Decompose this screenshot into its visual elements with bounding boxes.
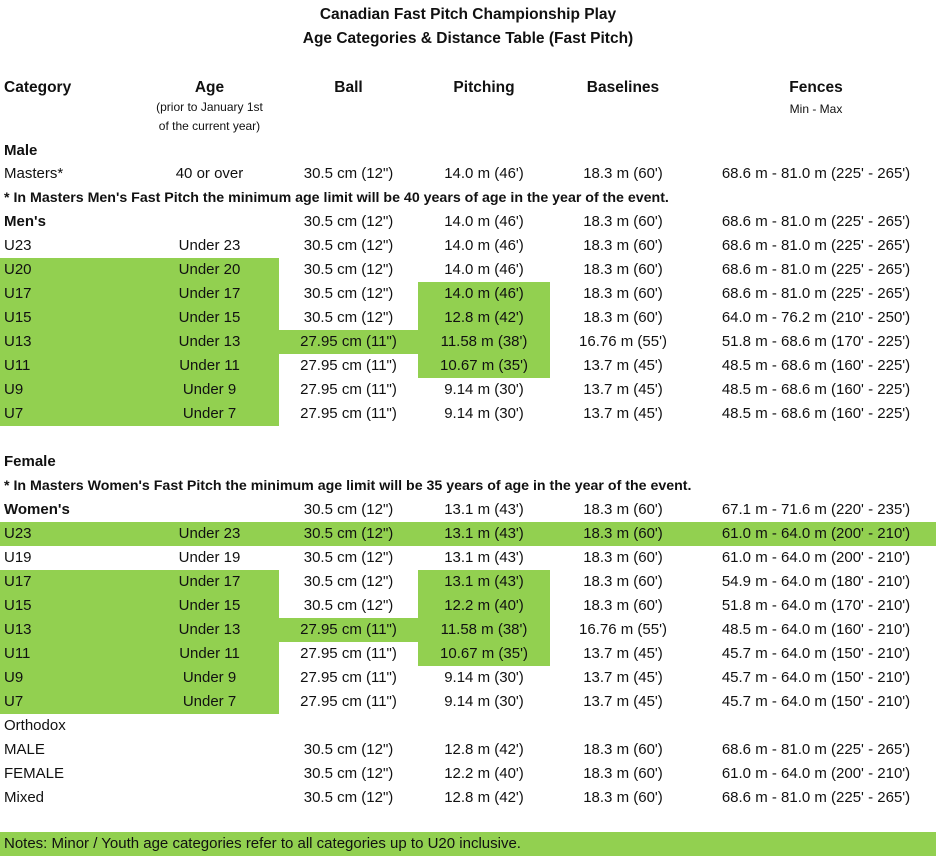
cell-category: U13 (4, 333, 32, 350)
cell-age: Under 17 (178, 285, 241, 302)
cell-category: U20 (4, 261, 32, 278)
cell-age: Under 19 (178, 549, 241, 566)
cell-fences: 68.6 m - 81.0 m (225' - 265') (721, 165, 911, 182)
cell-fences: 48.5 m - 64.0 m (160' - 210') (721, 621, 911, 638)
section-orthodox: Orthodox (4, 717, 66, 734)
cell-age (140, 498, 279, 522)
cell-category: MALE (4, 741, 45, 758)
cell-baselines: 13.7 m (45') (583, 405, 663, 422)
cell-ball: 30.5 cm (12") (303, 525, 394, 542)
table-row (0, 306, 936, 330)
cell-category: Masters* (4, 165, 64, 182)
cell-baselines: 18.3 m (60') (583, 525, 663, 542)
cell-age: Under 23 (178, 525, 241, 542)
cell-ball: 27.95 cm (11") (300, 669, 397, 686)
cell-fences: 45.7 m - 64.0 m (150' - 210') (721, 669, 911, 686)
cell-baselines: 13.7 m (45') (583, 357, 663, 374)
cell-category: U7 (4, 405, 24, 422)
cell-category: U11 (4, 645, 31, 662)
cell-ball: 27.95 cm (11") (300, 645, 397, 662)
cell-baselines: 13.7 m (45') (583, 381, 663, 398)
cell-ball: 27.95 cm (11") (300, 693, 397, 710)
cell-ball: 30.5 cm (12") (303, 501, 394, 518)
cell-pitching: 14.0 m (46') (444, 237, 524, 254)
header-pitching: Pitching (453, 79, 515, 96)
table-row (0, 594, 936, 618)
cell-baselines: 18.3 m (60') (583, 573, 663, 590)
cell-baselines: 16.76 m (55') (579, 333, 667, 350)
table-row (0, 738, 936, 762)
cell-category: U23 (4, 525, 32, 542)
cell-ball: 30.5 cm (12") (303, 789, 394, 806)
cell-ball: 30.5 cm (12") (303, 309, 394, 326)
header-category: Category (4, 79, 72, 96)
cell-fences: 68.6 m - 81.0 m (225' - 265') (721, 789, 911, 806)
cell-ball: 30.5 cm (12") (303, 573, 394, 590)
cell-age: Under 13 (178, 333, 241, 350)
cell-fences: 51.8 m - 64.0 m (170' - 210') (721, 597, 911, 614)
table-row (0, 618, 936, 642)
cell-ball: 30.5 cm (12") (303, 213, 394, 230)
section-male: Male (4, 142, 38, 159)
cell-pitching: 14.0 m (46') (444, 213, 524, 230)
cell-pitching: 10.67 m (35') (440, 357, 528, 374)
table-row (0, 642, 936, 666)
cell-ball: 30.5 cm (12") (303, 765, 394, 782)
cell-ball: 30.5 cm (12") (303, 237, 394, 254)
cell-category: U23 (4, 237, 32, 254)
cell-fences: 61.0 m - 64.0 m (200' - 210') (721, 525, 911, 542)
masters-women-note: * In Masters Women's Fast Pitch the minimum age limit will be 35 years of age in the year of the event. (4, 478, 692, 494)
cell-pitching: 9.14 m (30') (444, 693, 524, 710)
cell-baselines: 18.3 m (60') (583, 549, 663, 566)
cell-age: Under 9 (182, 381, 237, 398)
cell-category: U17 (4, 285, 32, 302)
cell-ball: 27.95 cm (11") (300, 381, 397, 398)
cell-ball: 27.95 cm (11") (300, 621, 397, 638)
cell-pitching: 14.0 m (46') (444, 261, 524, 278)
table-row (0, 378, 936, 402)
cell-category: U9 (4, 669, 24, 686)
table-row (0, 282, 936, 306)
table-row (0, 210, 936, 234)
cell-pitching: 13.1 m (43') (444, 573, 524, 590)
page-title: Canadian Fast Pitch Championship Play (319, 6, 617, 23)
cell-pitching: 12.8 m (42') (444, 789, 524, 806)
cell-pitching: 12.2 m (40') (444, 765, 524, 782)
cell-fences: 54.9 m - 64.0 m (180' - 210') (721, 573, 911, 590)
cell-pitching: 12.8 m (42') (444, 309, 524, 326)
header-age-note-1: (prior to January 1st (156, 100, 263, 114)
cell-fences: 64.0 m - 76.2 m (210' - 250') (721, 309, 911, 326)
cell-fences: 68.6 m - 81.0 m (225' - 265') (721, 237, 911, 254)
cell-pitching: 11.58 m (38') (440, 621, 528, 638)
table-row (0, 498, 936, 522)
header-age: Age (194, 79, 225, 96)
table-row (0, 354, 936, 378)
table-row (0, 234, 936, 258)
cell-fences: 48.5 m - 68.6 m (160' - 225') (721, 405, 911, 422)
header-fences: Fences (789, 79, 843, 96)
cell-pitching: 13.1 m (43') (444, 525, 524, 542)
section-female: Female (4, 453, 56, 470)
cell-fences: 67.1 m - 71.6 m (220' - 235') (721, 501, 911, 518)
cell-age (140, 210, 279, 234)
cell-age: Under 11 (179, 357, 240, 374)
cell-ball: 27.95 cm (11") (300, 333, 397, 350)
cell-baselines: 18.3 m (60') (583, 765, 663, 782)
cell-age: Under 7 (182, 405, 237, 422)
cell-ball: 30.5 cm (12") (303, 549, 394, 566)
cell-baselines: 18.3 m (60') (583, 597, 663, 614)
cell-category: FEMALE (4, 765, 65, 782)
table-row (0, 258, 936, 282)
cell-ball: 27.95 cm (11") (300, 357, 397, 374)
cell-category: U7 (4, 693, 24, 710)
cell-baselines: 13.7 m (45') (583, 645, 663, 662)
cell-baselines: 18.3 m (60') (583, 789, 663, 806)
cell-category: Women's (4, 501, 70, 518)
cell-pitching: 9.14 m (30') (444, 669, 524, 686)
cell-fences: 68.6 m - 81.0 m (225' - 265') (721, 285, 911, 302)
footer-note: Notes: Minor / Youth age categories refer to all categories up to U20 inclusive. (0, 832, 936, 856)
cell-age: Under 23 (178, 237, 241, 254)
cell-pitching: 10.67 m (35') (440, 645, 528, 662)
cell-ball: 27.95 cm (11") (300, 405, 397, 422)
cell-age: Under 13 (178, 621, 241, 638)
cell-category: U11 (4, 357, 31, 374)
cell-age: Under 20 (178, 261, 241, 278)
cell-baselines: 18.3 m (60') (583, 501, 663, 518)
table-row (0, 666, 936, 690)
cell-baselines: 18.3 m (60') (583, 285, 663, 302)
cell-ball: 30.5 cm (12") (303, 261, 394, 278)
cell-category: U15 (4, 597, 32, 614)
cell-age: 40 or over (175, 165, 244, 182)
table-row (0, 690, 936, 714)
cell-baselines: 18.3 m (60') (583, 261, 663, 278)
cell-fences: 61.0 m - 64.0 m (200' - 210') (721, 765, 911, 782)
cell-baselines: 18.3 m (60') (583, 741, 663, 758)
cell-fences: 48.5 m - 68.6 m (160' - 225') (721, 381, 911, 398)
cell-baselines: 18.3 m (60') (583, 165, 663, 182)
cell-category: U17 (4, 573, 32, 590)
header-fences-note: Min - Max (789, 102, 843, 116)
cell-ball: 30.5 cm (12") (303, 165, 394, 182)
cell-age: Under 15 (178, 597, 241, 614)
cell-baselines: 16.76 m (55') (579, 621, 667, 638)
table-row (0, 762, 936, 786)
cell-category: U15 (4, 309, 32, 326)
masters-men-note: * In Masters Men's Fast Pitch the minimum age limit will be 40 years of age in the year of the event. (4, 190, 669, 206)
cell-pitching: 9.14 m (30') (444, 405, 524, 422)
cell-age: Under 7 (182, 693, 237, 710)
cell-pitching: 11.58 m (38') (440, 333, 528, 350)
cell-category: Men's (4, 213, 46, 230)
table-row (0, 570, 936, 594)
cell-pitching: 14.0 m (46') (444, 165, 524, 182)
cell-fences: 68.6 m - 81.0 m (225' - 265') (721, 741, 911, 758)
cell-fences: 68.6 m - 81.0 m (225' - 265') (721, 261, 911, 278)
cell-fences: 45.7 m - 64.0 m (150' - 210') (721, 693, 911, 710)
table-row (0, 162, 936, 186)
header-ball: Ball (334, 79, 363, 96)
cell-pitching: 13.1 m (43') (444, 549, 524, 566)
table-row (0, 330, 936, 354)
cell-fences: 48.5 m - 68.6 m (160' - 225') (721, 357, 911, 374)
cell-category: U13 (4, 621, 32, 638)
cell-pitching: 14.0 m (46') (444, 285, 524, 302)
cell-baselines: 18.3 m (60') (583, 213, 663, 230)
cell-category: U9 (4, 381, 24, 398)
table-row (0, 522, 936, 546)
cell-age: Under 11 (179, 645, 240, 662)
header-age-note-2: of the current year) (158, 119, 261, 133)
cell-ball: 30.5 cm (12") (303, 597, 394, 614)
cell-fences: 68.6 m - 81.0 m (225' - 265') (721, 213, 911, 230)
cell-baselines: 13.7 m (45') (583, 669, 663, 686)
cell-baselines: 18.3 m (60') (583, 309, 663, 326)
cell-fences: 51.8 m - 68.6 m (170' - 225') (721, 333, 911, 350)
cell-age: Under 17 (178, 573, 241, 590)
header-baselines: Baselines (586, 79, 660, 96)
table-row (0, 786, 936, 810)
cell-category: U19 (4, 549, 32, 566)
cell-age: Under 9 (182, 669, 237, 686)
table-row (0, 546, 936, 570)
cell-baselines: 13.7 m (45') (583, 693, 663, 710)
cell-fences: 61.0 m - 64.0 m (200' - 210') (721, 549, 911, 566)
table-row (0, 402, 936, 426)
cell-age: Under 15 (178, 309, 241, 326)
page-subtitle: Age Categories & Distance Table (Fast Pitch) (302, 30, 634, 47)
cell-category: Mixed (4, 789, 45, 806)
cell-ball: 30.5 cm (12") (303, 741, 394, 758)
cell-pitching: 12.2 m (40') (444, 597, 524, 614)
cell-ball: 30.5 cm (12") (303, 285, 394, 302)
cell-pitching: 9.14 m (30') (444, 381, 524, 398)
cell-baselines: 18.3 m (60') (583, 237, 663, 254)
cell-pitching: 13.1 m (43') (444, 501, 524, 518)
cell-pitching: 12.8 m (42') (444, 741, 524, 758)
cell-fences: 45.7 m - 64.0 m (150' - 210') (721, 645, 911, 662)
